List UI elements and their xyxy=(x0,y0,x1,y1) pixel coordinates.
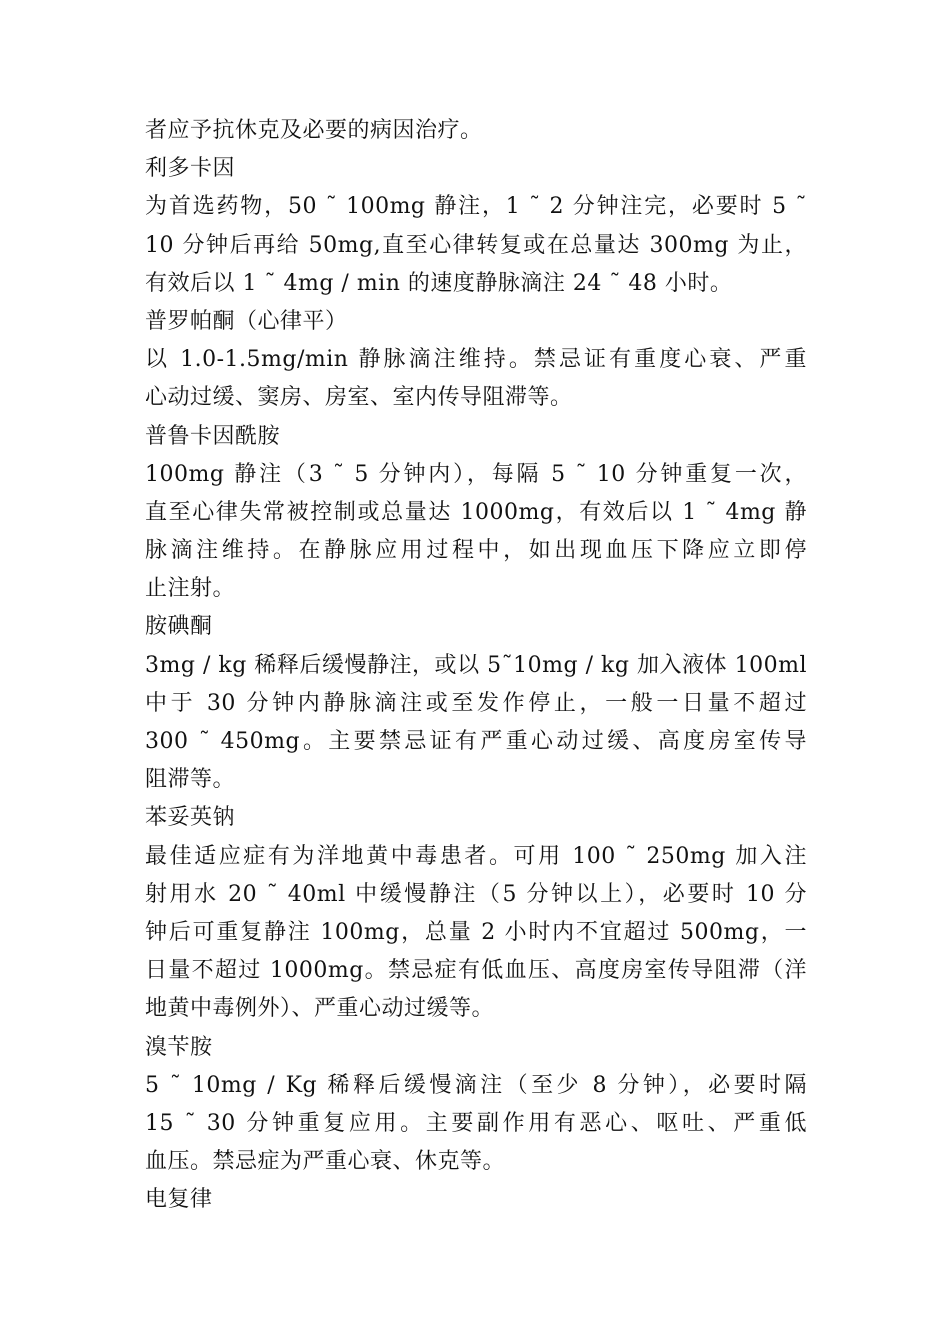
paragraph-line: 地黄中毒例外）、严重心动过缓等。 xyxy=(145,996,495,1022)
section-heading: 电复律 xyxy=(145,1187,213,1213)
paragraph-line: 10 分钟后再给 50mg,直至心律转复或在总量达 300mg 为止， xyxy=(145,232,807,258)
paragraph-line: 以 1.0-1.5mg/min 静脉滴注维持。禁忌证有重度心衰、严重 xyxy=(145,347,807,373)
section-heading: 利多卡因 xyxy=(145,156,236,182)
paragraph-line: 血压。禁忌症为严重心衰、休克等。 xyxy=(145,1149,506,1175)
paragraph-line: 有效后以 1 ˜ 4mg / min 的速度静脉滴注 24 ˜ 48 小时。 xyxy=(145,270,733,296)
paragraph-line: 钟后可重复静注 100mg，总量 2 小时内不宜超过 500mg，一 xyxy=(145,919,807,945)
paragraph-line: 为首选药物，50 ˜ 100mg 静注，1 ˜ 2 分钟注完，必要时 5 ˜ xyxy=(145,194,807,220)
paragraph-line: 止注射。 xyxy=(145,576,236,602)
paragraph-line: 射用水 20 ˜ 40ml 中缓慢静注（5 分钟以上），必要时 10 分 xyxy=(145,881,807,907)
section-heading: 普罗帕酮（心律平） xyxy=(145,308,348,334)
paragraph-line: 5 ˜ 10mg / Kg 稀释后缓慢滴注（至少 8 分钟），必要时隔 xyxy=(145,1072,807,1098)
paragraph-line: 心动过缓、窦房、房室、室内传导阻滞等。 xyxy=(145,385,573,411)
document-page xyxy=(145,112,807,1219)
section-heading: 溴苄胺 xyxy=(145,1034,213,1060)
paragraph-line: 中于 30 分钟内静脉滴注或至发作停止，一般一日量不超过 xyxy=(145,690,807,716)
paragraph-line: 直至心律失常被控制或总量达 1000mg，有效后以 1 ˜ 4mg 静 xyxy=(145,499,807,525)
paragraph-line: 3mg / kg 稀释后缓慢静注，或以 5˜10mg / kg 加入液体 100ml xyxy=(145,652,807,678)
paragraph-line: 者应予抗休克及必要的病因治疗。 xyxy=(145,118,483,143)
paragraph-line: 15 ˜ 30 分钟重复应用。主要副作用有恶心、呕吐、严重低 xyxy=(145,1110,807,1136)
paragraph-line: 脉滴注维持。在静脉应用过程中，如出现血压下降应立即停 xyxy=(145,538,807,564)
paragraph-line: 日量不超过 1000mg。禁忌症有低血压、高度房室传导阻滞（洋 xyxy=(145,958,807,984)
section-heading: 胺碘酮 xyxy=(145,614,213,640)
paragraph-line: 阻滞等。 xyxy=(145,767,236,793)
paragraph-line: 300 ˜ 450mg。主要禁忌证有严重心动过缓、高度房室传导 xyxy=(145,729,807,754)
paragraph-line: 100mg 静注（3 ˜ 5 分钟内），每隔 5 ˜ 10 分钟重复一次， xyxy=(145,461,807,487)
section-heading: 普鲁卡因酰胺 xyxy=(145,423,281,449)
paragraph-line: 最佳适应症有为洋地黄中毒患者。可用 100 ˜ 250mg 加入注 xyxy=(145,843,807,869)
section-heading: 苯妥英钠 xyxy=(145,805,236,831)
